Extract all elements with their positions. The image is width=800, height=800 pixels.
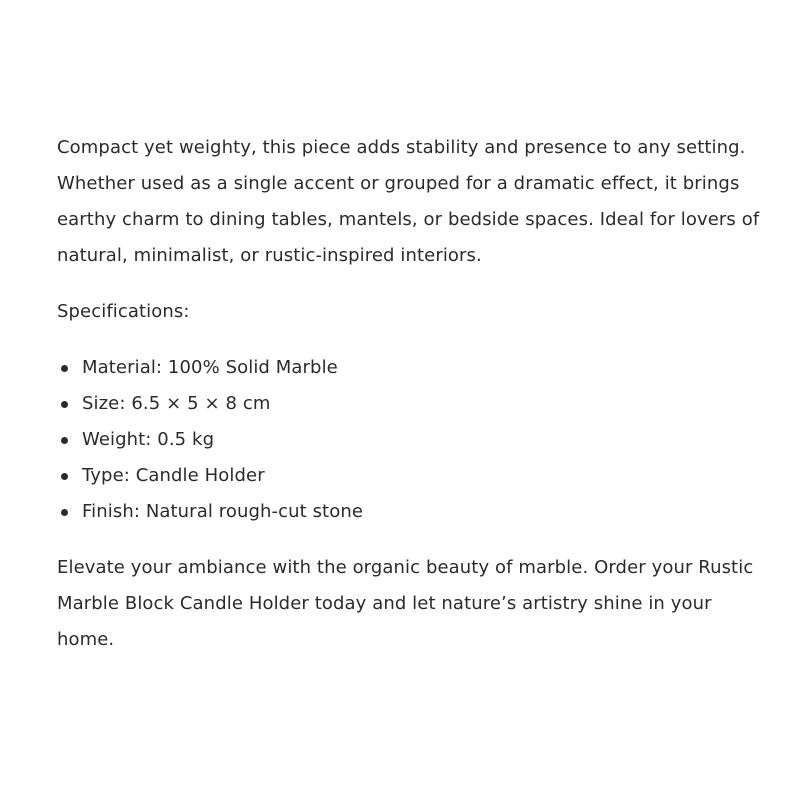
spec-text: Type: Candle Holder bbox=[82, 465, 265, 486]
bullet-icon bbox=[61, 365, 68, 372]
spec-item-finish bbox=[57, 494, 767, 530]
specifications-heading: Specifications: bbox=[57, 301, 190, 322]
bullet-icon bbox=[61, 437, 68, 444]
spec-text: Material: 100% Solid Marble bbox=[82, 357, 338, 378]
bullet-icon bbox=[61, 473, 68, 480]
specifications-list bbox=[57, 350, 767, 530]
description-closing: Elevate your ambiance with the organic beauty of marble. Order your Rustic Marble Block Candle Holder today and let nature’s artistry shine in your home. bbox=[57, 557, 754, 650]
spec-text: Size: 6.5 × 5 × 8 cm bbox=[82, 393, 271, 414]
description-intro: Compact yet weighty, this piece adds stability and presence to any setting. Whether used as a single accent or grouped for a dramatic effect, it brings earthy charm to dining tables, mantels, or bedside spaces. Ideal for lovers of natural, minimalist, or rustic-inspired interiors. bbox=[57, 137, 760, 266]
product-description bbox=[57, 130, 767, 658]
spec-item-type bbox=[57, 458, 767, 494]
spec-item-size bbox=[57, 386, 767, 422]
spec-item-weight bbox=[57, 422, 767, 458]
bullet-icon bbox=[61, 509, 68, 516]
spec-item-material bbox=[57, 350, 767, 386]
bullet-icon bbox=[61, 401, 68, 408]
spec-text: Finish: Natural rough-cut stone bbox=[82, 501, 364, 522]
spec-text: Weight: 0.5 kg bbox=[82, 429, 215, 450]
